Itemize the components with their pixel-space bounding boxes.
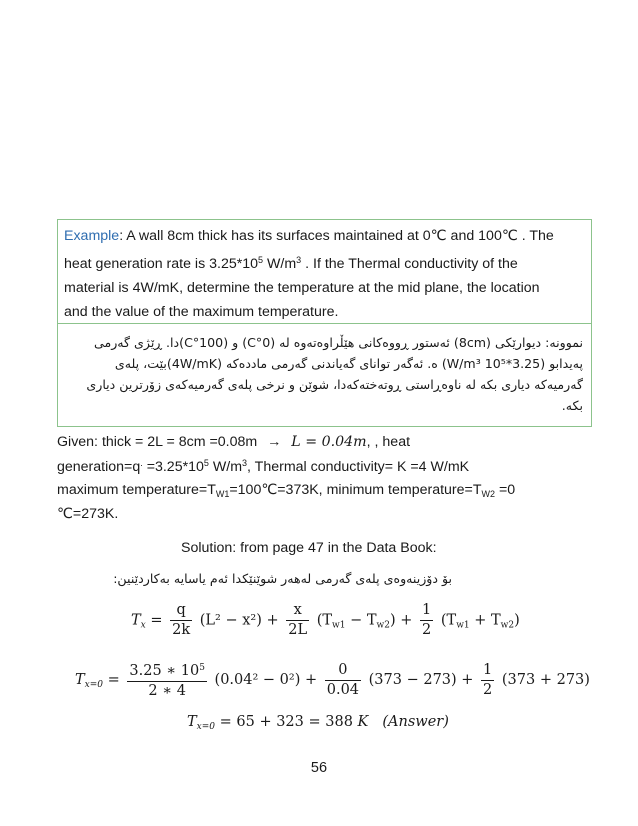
arrow-icon: →: [267, 434, 282, 450]
example-line-4: and the value of the maximum temperature.: [64, 304, 339, 320]
given-line-4: ℃=273K.: [57, 506, 119, 522]
fraction-half-2: $\frac{1}{2}$: [483, 661, 493, 698]
equation-answer: $T_{x=0} = 65 + 323 = 388$ K (Answer): [187, 714, 449, 732]
given-line-2: generation=q. $=3.25*10^5$ $W/m^3$, Thermal conductivity= K =4 W/mK: [57, 458, 470, 475]
example-line-2a: heat generation rate is 3.25*10: [64, 256, 259, 272]
solution-kurdish: بۆ دۆزینەوەی پلەی گەرمی لەهەر شوێنێکدا ئەم یاسایە بەکاردێنین:: [113, 571, 452, 586]
kurdish-line-1: نموونە: دیوارێکی (8cm) ئەستور ڕووەکانی هێڵراوەتەوە لە (0°C) و (100°C)دا. ڕێژی گەرمی: [93, 335, 583, 350]
example-line-3: material is 4W/mK, determine the temperature at the mid plane, the location: [64, 280, 540, 296]
solution-heading: Solution: from page 47 in the Data Book:: [181, 540, 437, 556]
fraction-x-2L: $\frac{x}{2L}$: [288, 602, 308, 638]
example-kurdish: [58, 324, 591, 428]
fraction-half: $\frac{1}{2}$: [422, 602, 432, 638]
example-line-1: : A wall 8cm thick has its surfaces maintained at 0℃ and 100℃ . The: [119, 228, 554, 244]
page-number: 56: [310, 760, 328, 776]
fraction-q-2k: $\frac{q}{2k}$: [172, 602, 191, 638]
example-box: [57, 219, 592, 427]
kurdish-line-4: بکە.: [561, 398, 583, 413]
given-line-1: Given: thick = 2L = 8cm =0.08m → L = 0.04m, , heat: [57, 434, 411, 450]
fraction-zero: $\frac{0}{0.04}$: [326, 661, 360, 698]
equation-general: $T_x$ = $\frac{q}{2k}$ (L² − x²) + $\frac{x}{2L}$ $(T_{w1} - T_{w2})$ + $\frac{1}{2}$ $(T_{w1} + T_{w2})$: [131, 602, 520, 638]
equation-substituted: $T_{x=0}$ = $\frac{3.25 ∗ 10^5}{2 ∗ 4}$ (0.04² − 0²) + $\frac{0}{0.04}$ (373 − 273) + $\frac{1}{2}$ (373 + 273): [75, 659, 590, 701]
given-line-3: maximum $temperature=T_{W1}=100℃=373K$, minimum $temperature=T_{W2} =0$: [57, 482, 516, 499]
example-english: Example: A wall 8cm thick has its surfaces maintained at 0℃ and 100℃ . The heat generation rate is $3.25*10^5$ $W/m^3$ . If the Thermal conductivity of the material is 4W/mK, determine the temperature at the mid plane, the location and the value of the maximum temperature.: [58, 220, 591, 324]
kurdish-line-3: گەرمیەکە دیاری بکە لە ناوەڕاستی ڕوتەختەکەدا، شوێن و نرخی پلەی گەرمیەکەی زۆرترین دیاری: [86, 377, 583, 392]
kurdish-line-2: پەیدابو (3.25*10⁵ W/m³) ە. ئەگەر توانای گەیاندنی گەرمی ماددەکە (4W/mK)بێت، پلەی: [114, 356, 583, 371]
fraction-generation: $\frac{3.25 ∗ 10^5}{2 ∗ 4}$: [127, 659, 207, 701]
example-label: Example: [64, 228, 120, 244]
